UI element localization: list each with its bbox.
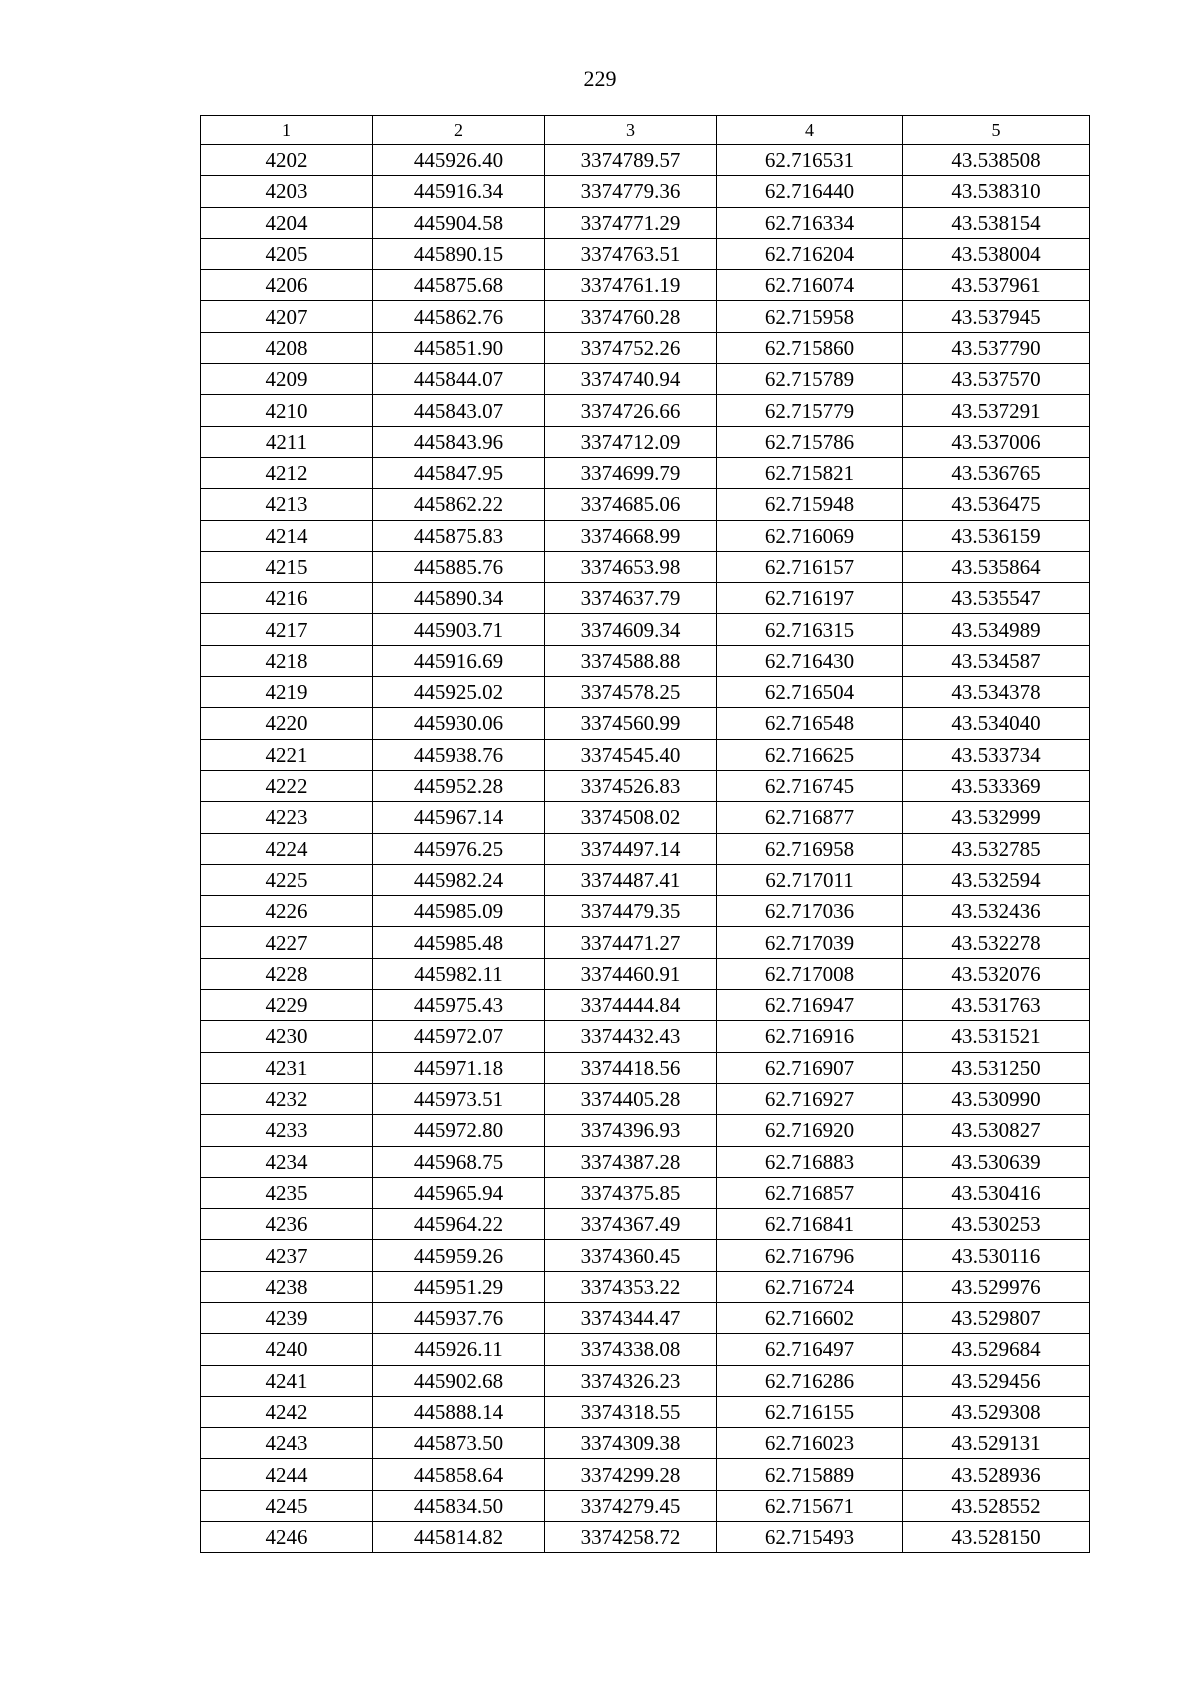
column-5-value-cell: 43.529308 (903, 1396, 1090, 1427)
point-number-cell: 4224 (201, 833, 373, 864)
point-number-cell: 4210 (201, 395, 373, 426)
y-coordinate-cell: 3374779.36 (545, 176, 717, 207)
column-5-value-cell: 43.533734 (903, 739, 1090, 770)
x-coordinate-cell: 445982.11 (373, 958, 545, 989)
point-number-cell: 4219 (201, 677, 373, 708)
table-row (201, 145, 1090, 176)
point-number-cell: 4235 (201, 1177, 373, 1208)
x-coordinate-cell: 445926.11 (373, 1334, 545, 1365)
table-row (201, 802, 1090, 833)
column-5-value-cell: 43.534040 (903, 708, 1090, 739)
table-row (201, 457, 1090, 488)
table-row (201, 1428, 1090, 1459)
column-5-value-cell: 43.529131 (903, 1428, 1090, 1459)
y-coordinate-cell: 3374487.41 (545, 864, 717, 895)
y-coordinate-cell: 3374699.79 (545, 457, 717, 488)
column-4-value-cell: 62.716857 (717, 1177, 903, 1208)
column-5-value-cell: 43.534989 (903, 614, 1090, 645)
x-coordinate-cell: 445964.22 (373, 1209, 545, 1240)
point-number-cell: 4220 (201, 708, 373, 739)
column-5-value-cell: 43.537570 (903, 364, 1090, 395)
table-row (201, 1052, 1090, 1083)
column-4-value-cell: 62.716907 (717, 1052, 903, 1083)
table-row (201, 1365, 1090, 1396)
column-4-value-cell: 62.716497 (717, 1334, 903, 1365)
y-coordinate-cell: 3374338.08 (545, 1334, 717, 1365)
x-coordinate-cell: 445976.25 (373, 833, 545, 864)
column-5-value-cell: 43.531250 (903, 1052, 1090, 1083)
y-coordinate-cell: 3374560.99 (545, 708, 717, 739)
coordinates-table (200, 115, 1090, 1553)
table-row (201, 833, 1090, 864)
column-5-value-cell: 43.532785 (903, 833, 1090, 864)
y-coordinate-cell: 3374360.45 (545, 1240, 717, 1271)
x-coordinate-cell: 445925.02 (373, 677, 545, 708)
column-5-value-cell: 43.537945 (903, 301, 1090, 332)
table-row (201, 489, 1090, 520)
column-4-value-cell: 62.715493 (717, 1522, 903, 1553)
point-number-cell: 4226 (201, 896, 373, 927)
point-number-cell: 4244 (201, 1459, 373, 1490)
table-row (201, 896, 1090, 927)
y-coordinate-cell: 3374761.19 (545, 270, 717, 301)
y-coordinate-cell: 3374508.02 (545, 802, 717, 833)
column-header-5: 5 (903, 116, 1090, 145)
point-number-cell: 4218 (201, 645, 373, 676)
column-5-value-cell: 43.529456 (903, 1365, 1090, 1396)
column-5-value-cell: 43.528150 (903, 1522, 1090, 1553)
point-number-cell: 4204 (201, 207, 373, 238)
y-coordinate-cell: 3374279.45 (545, 1490, 717, 1521)
column-5-value-cell: 43.535547 (903, 583, 1090, 614)
table-row (201, 770, 1090, 801)
y-coordinate-cell: 3374396.93 (545, 1115, 717, 1146)
y-coordinate-cell: 3374460.91 (545, 958, 717, 989)
column-4-value-cell: 62.717039 (717, 927, 903, 958)
column-4-value-cell: 62.716531 (717, 145, 903, 176)
column-4-value-cell: 62.716602 (717, 1302, 903, 1333)
point-number-cell: 4221 (201, 739, 373, 770)
y-coordinate-cell: 3374444.84 (545, 990, 717, 1021)
point-number-cell: 4238 (201, 1271, 373, 1302)
column-4-value-cell: 62.717036 (717, 896, 903, 927)
y-coordinate-cell: 3374318.55 (545, 1396, 717, 1427)
table-row (201, 551, 1090, 582)
column-5-value-cell: 43.538004 (903, 238, 1090, 269)
table-row (201, 1146, 1090, 1177)
point-number-cell: 4225 (201, 864, 373, 895)
table-row (201, 395, 1090, 426)
column-4-value-cell: 62.716916 (717, 1021, 903, 1052)
column-5-value-cell: 43.531521 (903, 1021, 1090, 1052)
x-coordinate-cell: 445982.24 (373, 864, 545, 895)
x-coordinate-cell: 445862.76 (373, 301, 545, 332)
column-4-value-cell: 62.716286 (717, 1365, 903, 1396)
y-coordinate-cell: 3374685.06 (545, 489, 717, 520)
column-4-value-cell: 62.715889 (717, 1459, 903, 1490)
point-number-cell: 4206 (201, 270, 373, 301)
x-coordinate-cell: 445965.94 (373, 1177, 545, 1208)
x-coordinate-cell: 445968.75 (373, 1146, 545, 1177)
point-number-cell: 4208 (201, 332, 373, 363)
x-coordinate-cell: 445903.71 (373, 614, 545, 645)
x-coordinate-cell: 445916.69 (373, 645, 545, 676)
table-header-row (201, 116, 1090, 145)
x-coordinate-cell: 445967.14 (373, 802, 545, 833)
table-row (201, 708, 1090, 739)
point-number-cell: 4215 (201, 551, 373, 582)
point-number-cell: 4212 (201, 457, 373, 488)
table-row (201, 990, 1090, 1021)
column-4-value-cell: 62.716548 (717, 708, 903, 739)
x-coordinate-cell: 445890.34 (373, 583, 545, 614)
y-coordinate-cell: 3374726.66 (545, 395, 717, 426)
column-4-value-cell: 62.715671 (717, 1490, 903, 1521)
x-coordinate-cell: 445843.96 (373, 426, 545, 457)
table-row (201, 520, 1090, 551)
column-5-value-cell: 43.536159 (903, 520, 1090, 551)
table-row (201, 1083, 1090, 1114)
column-header-4: 4 (717, 116, 903, 145)
table-row (201, 207, 1090, 238)
column-5-value-cell: 43.536765 (903, 457, 1090, 488)
y-coordinate-cell: 3374405.28 (545, 1083, 717, 1114)
y-coordinate-cell: 3374432.43 (545, 1021, 717, 1052)
column-5-value-cell: 43.530116 (903, 1240, 1090, 1271)
column-header-1: 1 (201, 116, 373, 145)
y-coordinate-cell: 3374299.28 (545, 1459, 717, 1490)
table-row (201, 1522, 1090, 1553)
table-row (201, 677, 1090, 708)
y-coordinate-cell: 3374258.72 (545, 1522, 717, 1553)
point-number-cell: 4232 (201, 1083, 373, 1114)
table-row (201, 1302, 1090, 1333)
x-coordinate-cell: 445937.76 (373, 1302, 545, 1333)
x-coordinate-cell: 445885.76 (373, 551, 545, 582)
x-coordinate-cell: 445875.68 (373, 270, 545, 301)
column-4-value-cell: 62.716504 (717, 677, 903, 708)
point-number-cell: 4214 (201, 520, 373, 551)
column-header-2: 2 (373, 116, 545, 145)
y-coordinate-cell: 3374763.51 (545, 238, 717, 269)
x-coordinate-cell: 445834.50 (373, 1490, 545, 1521)
point-number-cell: 4245 (201, 1490, 373, 1521)
x-coordinate-cell: 445873.50 (373, 1428, 545, 1459)
x-coordinate-cell: 445902.68 (373, 1365, 545, 1396)
point-number-cell: 4216 (201, 583, 373, 614)
column-4-value-cell: 62.715821 (717, 457, 903, 488)
y-coordinate-cell: 3374326.23 (545, 1365, 717, 1396)
point-number-cell: 4230 (201, 1021, 373, 1052)
x-coordinate-cell: 445952.28 (373, 770, 545, 801)
y-coordinate-cell: 3374588.88 (545, 645, 717, 676)
column-4-value-cell: 62.716745 (717, 770, 903, 801)
x-coordinate-cell: 445926.40 (373, 145, 545, 176)
column-5-value-cell: 43.530990 (903, 1083, 1090, 1114)
column-4-value-cell: 62.716796 (717, 1240, 903, 1271)
column-4-value-cell: 62.716155 (717, 1396, 903, 1427)
column-4-value-cell: 62.716204 (717, 238, 903, 269)
point-number-cell: 4213 (201, 489, 373, 520)
point-number-cell: 4243 (201, 1428, 373, 1459)
point-number-cell: 4217 (201, 614, 373, 645)
column-5-value-cell: 43.530416 (903, 1177, 1090, 1208)
column-4-value-cell: 62.715789 (717, 364, 903, 395)
column-4-value-cell: 62.715948 (717, 489, 903, 520)
point-number-cell: 4222 (201, 770, 373, 801)
column-5-value-cell: 43.531763 (903, 990, 1090, 1021)
x-coordinate-cell: 445858.64 (373, 1459, 545, 1490)
y-coordinate-cell: 3374309.38 (545, 1428, 717, 1459)
x-coordinate-cell: 445972.80 (373, 1115, 545, 1146)
column-4-value-cell: 62.715860 (717, 332, 903, 363)
table-row (201, 176, 1090, 207)
column-5-value-cell: 43.528936 (903, 1459, 1090, 1490)
column-5-value-cell: 43.537790 (903, 332, 1090, 363)
table-row (201, 1334, 1090, 1365)
table-row (201, 364, 1090, 395)
x-coordinate-cell: 445851.90 (373, 332, 545, 363)
column-5-value-cell: 43.534378 (903, 677, 1090, 708)
column-4-value-cell: 62.716315 (717, 614, 903, 645)
column-4-value-cell: 62.716920 (717, 1115, 903, 1146)
point-number-cell: 4228 (201, 958, 373, 989)
y-coordinate-cell: 3374789.57 (545, 145, 717, 176)
column-5-value-cell: 43.536475 (903, 489, 1090, 520)
table-row (201, 426, 1090, 457)
column-4-value-cell: 62.716440 (717, 176, 903, 207)
column-5-value-cell: 43.534587 (903, 645, 1090, 676)
y-coordinate-cell: 3374344.47 (545, 1302, 717, 1333)
point-number-cell: 4202 (201, 145, 373, 176)
y-coordinate-cell: 3374479.35 (545, 896, 717, 927)
column-4-value-cell: 62.716958 (717, 833, 903, 864)
column-5-value-cell: 43.528552 (903, 1490, 1090, 1521)
x-coordinate-cell: 445971.18 (373, 1052, 545, 1083)
point-number-cell: 4239 (201, 1302, 373, 1333)
y-coordinate-cell: 3374578.25 (545, 677, 717, 708)
column-5-value-cell: 43.530253 (903, 1209, 1090, 1240)
column-4-value-cell: 62.716157 (717, 551, 903, 582)
table-row (201, 583, 1090, 614)
y-coordinate-cell: 3374526.83 (545, 770, 717, 801)
x-coordinate-cell: 445959.26 (373, 1240, 545, 1271)
y-coordinate-cell: 3374653.98 (545, 551, 717, 582)
x-coordinate-cell: 445904.58 (373, 207, 545, 238)
point-number-cell: 4205 (201, 238, 373, 269)
table-row (201, 1271, 1090, 1302)
y-coordinate-cell: 3374418.56 (545, 1052, 717, 1083)
y-coordinate-cell: 3374752.26 (545, 332, 717, 363)
column-4-value-cell: 62.716197 (717, 583, 903, 614)
y-coordinate-cell: 3374771.29 (545, 207, 717, 238)
table-row (201, 332, 1090, 363)
column-4-value-cell: 62.717011 (717, 864, 903, 895)
point-number-cell: 4233 (201, 1115, 373, 1146)
x-coordinate-cell: 445843.07 (373, 395, 545, 426)
y-coordinate-cell: 3374353.22 (545, 1271, 717, 1302)
table-row (201, 1021, 1090, 1052)
point-number-cell: 4236 (201, 1209, 373, 1240)
table-row (201, 958, 1090, 989)
column-4-value-cell: 62.716069 (717, 520, 903, 551)
column-5-value-cell: 43.537291 (903, 395, 1090, 426)
point-number-cell: 4227 (201, 927, 373, 958)
column-4-value-cell: 62.716074 (717, 270, 903, 301)
point-number-cell: 4240 (201, 1334, 373, 1365)
column-4-value-cell: 62.716430 (717, 645, 903, 676)
column-5-value-cell: 43.532076 (903, 958, 1090, 989)
column-4-value-cell: 62.716334 (717, 207, 903, 238)
table-row (201, 614, 1090, 645)
table-row (201, 301, 1090, 332)
column-5-value-cell: 43.530827 (903, 1115, 1090, 1146)
column-5-value-cell: 43.538508 (903, 145, 1090, 176)
point-number-cell: 4211 (201, 426, 373, 457)
x-coordinate-cell: 445972.07 (373, 1021, 545, 1052)
x-coordinate-cell: 445938.76 (373, 739, 545, 770)
y-coordinate-cell: 3374740.94 (545, 364, 717, 395)
column-4-value-cell: 62.716927 (717, 1083, 903, 1114)
column-5-value-cell: 43.535864 (903, 551, 1090, 582)
y-coordinate-cell: 3374387.28 (545, 1146, 717, 1177)
y-coordinate-cell: 3374712.09 (545, 426, 717, 457)
y-coordinate-cell: 3374497.14 (545, 833, 717, 864)
column-4-value-cell: 62.716883 (717, 1146, 903, 1177)
point-number-cell: 4246 (201, 1522, 373, 1553)
y-coordinate-cell: 3374760.28 (545, 301, 717, 332)
x-coordinate-cell: 445973.51 (373, 1083, 545, 1114)
point-number-cell: 4237 (201, 1240, 373, 1271)
point-number-cell: 4223 (201, 802, 373, 833)
x-coordinate-cell: 445930.06 (373, 708, 545, 739)
table-row (201, 645, 1090, 676)
y-coordinate-cell: 3374668.99 (545, 520, 717, 551)
column-4-value-cell: 62.715786 (717, 426, 903, 457)
x-coordinate-cell: 445890.15 (373, 238, 545, 269)
column-4-value-cell: 62.717008 (717, 958, 903, 989)
table-row (201, 864, 1090, 895)
point-number-cell: 4209 (201, 364, 373, 395)
table-body (201, 145, 1090, 1553)
point-number-cell: 4231 (201, 1052, 373, 1083)
y-coordinate-cell: 3374375.85 (545, 1177, 717, 1208)
y-coordinate-cell: 3374637.79 (545, 583, 717, 614)
table-row (201, 270, 1090, 301)
column-5-value-cell: 43.532999 (903, 802, 1090, 833)
point-number-cell: 4241 (201, 1365, 373, 1396)
table-row (201, 1177, 1090, 1208)
x-coordinate-cell: 445875.83 (373, 520, 545, 551)
column-4-value-cell: 62.716023 (717, 1428, 903, 1459)
x-coordinate-cell: 445847.95 (373, 457, 545, 488)
table-row (201, 1209, 1090, 1240)
column-5-value-cell: 43.529807 (903, 1302, 1090, 1333)
column-4-value-cell: 62.716724 (717, 1271, 903, 1302)
table-row (201, 238, 1090, 269)
y-coordinate-cell: 3374367.49 (545, 1209, 717, 1240)
x-coordinate-cell: 445844.07 (373, 364, 545, 395)
point-number-cell: 4234 (201, 1146, 373, 1177)
y-coordinate-cell: 3374609.34 (545, 614, 717, 645)
table-row (201, 739, 1090, 770)
x-coordinate-cell: 445985.09 (373, 896, 545, 927)
x-coordinate-cell: 445985.48 (373, 927, 545, 958)
column-4-value-cell: 62.715779 (717, 395, 903, 426)
table-row (201, 1459, 1090, 1490)
column-4-value-cell: 62.715958 (717, 301, 903, 332)
y-coordinate-cell: 3374545.40 (545, 739, 717, 770)
column-5-value-cell: 43.532594 (903, 864, 1090, 895)
column-5-value-cell: 43.537961 (903, 270, 1090, 301)
point-number-cell: 4229 (201, 990, 373, 1021)
x-coordinate-cell: 445975.43 (373, 990, 545, 1021)
table-row (201, 1240, 1090, 1271)
table-row (201, 927, 1090, 958)
point-number-cell: 4242 (201, 1396, 373, 1427)
point-number-cell: 4203 (201, 176, 373, 207)
table-row (201, 1115, 1090, 1146)
column-5-value-cell: 43.537006 (903, 426, 1090, 457)
x-coordinate-cell: 445814.82 (373, 1522, 545, 1553)
column-5-value-cell: 43.530639 (903, 1146, 1090, 1177)
column-5-value-cell: 43.533369 (903, 770, 1090, 801)
column-4-value-cell: 62.716947 (717, 990, 903, 1021)
table-row (201, 1490, 1090, 1521)
page-number: 229 (583, 66, 617, 91)
point-number-cell: 4207 (201, 301, 373, 332)
x-coordinate-cell: 445951.29 (373, 1271, 545, 1302)
table-row (201, 1396, 1090, 1427)
column-5-value-cell: 43.538310 (903, 176, 1090, 207)
column-4-value-cell: 62.716841 (717, 1209, 903, 1240)
x-coordinate-cell: 445862.22 (373, 489, 545, 520)
x-coordinate-cell: 445916.34 (373, 176, 545, 207)
y-coordinate-cell: 3374471.27 (545, 927, 717, 958)
column-5-value-cell: 43.532436 (903, 896, 1090, 927)
column-header-3: 3 (545, 116, 717, 145)
column-5-value-cell: 43.529976 (903, 1271, 1090, 1302)
column-5-value-cell: 43.529684 (903, 1334, 1090, 1365)
x-coordinate-cell: 445888.14 (373, 1396, 545, 1427)
column-4-value-cell: 62.716625 (717, 739, 903, 770)
column-5-value-cell: 43.532278 (903, 927, 1090, 958)
column-4-value-cell: 62.716877 (717, 802, 903, 833)
column-5-value-cell: 43.538154 (903, 207, 1090, 238)
